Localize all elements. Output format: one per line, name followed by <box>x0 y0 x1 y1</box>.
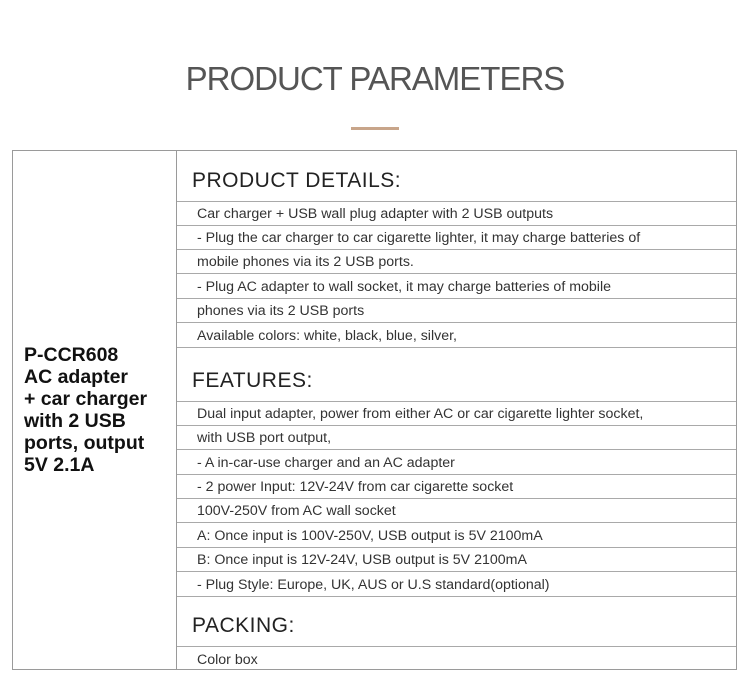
features-row <box>177 402 736 426</box>
parameters-column <box>177 151 736 669</box>
details-line: Available colors: white, black, blue, silver, <box>197 328 457 344</box>
title-divider <box>351 127 399 130</box>
details-line: mobile phones via its 2 USB ports. <box>197 254 414 270</box>
features-row <box>177 426 736 450</box>
features-heading: FEATURES: <box>192 369 313 392</box>
details-heading-row <box>177 151 736 202</box>
details-row <box>177 202 736 226</box>
features-line: - 2 power Input: 12V-24V from car cigarette socket <box>197 479 514 495</box>
details-row <box>177 250 736 274</box>
features-line: - A in-car-use charger and an AC adapter <box>197 455 455 471</box>
page-title: PRODUCT PARAMETERS <box>185 60 565 97</box>
features-line: Dual input adapter, power from either AC or car cigarette lighter socket, <box>197 406 644 422</box>
details-row <box>177 226 736 250</box>
features-row <box>177 523 736 548</box>
details-row <box>177 323 736 348</box>
packing-heading-row <box>177 597 736 647</box>
product-name-cell <box>13 151 177 669</box>
parameters-table <box>12 150 737 670</box>
product-name: P-CCR608 AC adapter + car charger with 2 USB ports, output 5V 2.1A <box>24 344 148 476</box>
features-row <box>177 499 736 523</box>
features-row <box>177 548 736 572</box>
details-heading: PRODUCT DETAILS: <box>192 169 402 192</box>
details-row <box>177 299 736 323</box>
features-row <box>177 450 736 475</box>
packing-heading: PACKING: <box>192 614 295 637</box>
features-row <box>177 475 736 499</box>
features-line: with USB port output, <box>197 430 332 446</box>
features-heading-row <box>177 348 736 402</box>
packing-row <box>177 647 736 669</box>
details-line: phones via its 2 USB ports <box>197 303 365 319</box>
features-line: B: Once input is 12V-24V, USB output is 5V 2100mA <box>197 552 527 568</box>
packing-line: Color box <box>197 652 258 668</box>
features-row <box>177 572 736 597</box>
features-line: A: Once input is 100V-250V, USB output is 5V 2100mA <box>197 528 543 544</box>
details-row <box>177 274 736 299</box>
details-line: Car charger + USB wall plug adapter with 2 USB outputs <box>197 206 554 222</box>
features-line: 100V-250V from AC wall socket <box>197 503 396 519</box>
details-line: - Plug AC adapter to wall socket, it may charge batteries of mobile <box>197 279 611 295</box>
features-line: - Plug Style: Europe, UK, AUS or U.S standard(optional) <box>197 577 550 593</box>
details-line: - Plug the car charger to car cigarette lighter, it may charge batteries of <box>197 230 641 246</box>
